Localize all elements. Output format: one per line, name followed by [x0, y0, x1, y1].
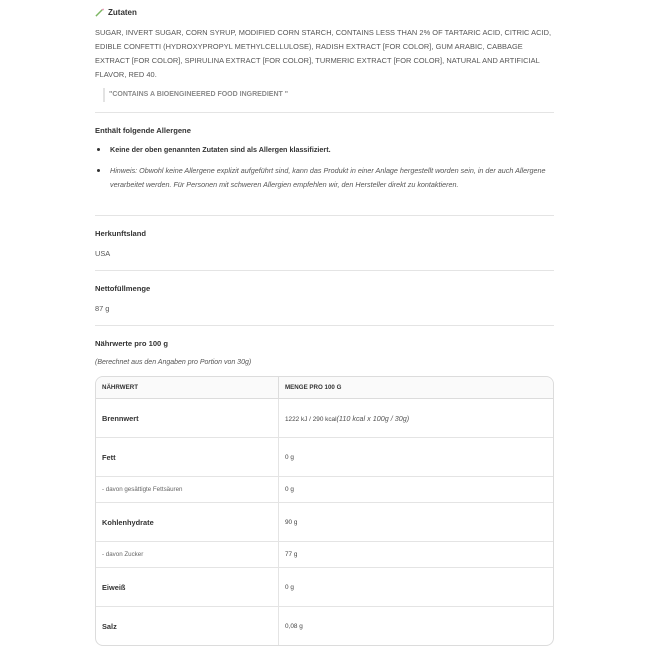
nutrient-label: - davon gesättigte Fettsäuren	[102, 486, 183, 493]
origin-value: USA	[95, 249, 111, 258]
leaf-icon	[95, 8, 104, 17]
ingredients-heading-text: Zutaten	[108, 8, 137, 17]
nutrient-label: Brennwert	[102, 413, 139, 423]
bioengineered-note: "CONTAINS A BIOENGINEERED FOOD INGREDIENT "	[103, 88, 288, 102]
table-row	[96, 477, 553, 503]
table-row	[96, 438, 553, 477]
nutrient-label: Fett	[102, 452, 116, 462]
divider	[95, 325, 554, 326]
net-weight-value: 87 g	[95, 304, 110, 313]
table-row	[96, 399, 553, 438]
nutrient-label: Salz	[102, 621, 117, 631]
origin-heading: Herkunftsland	[95, 229, 147, 238]
table-row	[96, 503, 553, 542]
nutrient-label: Kohlenhydrate	[102, 517, 154, 527]
nutrition-heading: Nährwerte pro 100 g	[95, 339, 169, 348]
nutrient-value: 90 g	[285, 518, 298, 526]
allergen-statement: Keine der oben genannten Zutaten sind als Allergen klassifiziert.	[110, 145, 331, 154]
column-header-amount: MENGE PRO 100 G	[279, 377, 553, 399]
table-row	[96, 568, 553, 607]
divider	[95, 112, 554, 113]
divider	[95, 215, 554, 216]
net-weight-heading: Nettofüllmenge	[95, 284, 151, 293]
nutrient-value: 0 g	[285, 583, 294, 591]
table-row	[96, 542, 553, 568]
allergens-heading: Enthält folgende Allergene	[95, 126, 191, 135]
nutrient-value: 0 g	[285, 453, 294, 461]
allergen-hint: Hinweis: Obwohl keine Allergene explizit aufgeführt sind, kann das Produkt in einer Anlage hergestellt worden sein, in der auch Allergene verarbeitet werden. Für Personen mit schweren Allergien empfehlen wir, den Hersteller direkt zu kontaktieren.	[110, 166, 546, 189]
nutrient-value: 0 g	[285, 486, 294, 493]
ingredients-text: SUGAR, INVERT SUGAR, CORN SYRUP, MODIFIED CORN STARCH, CONTAINS LESS THAN 2% OF TARTARIC ACID, CITRIC ACID, EDIBLE CONFETTI (HYDROXYPROPYL METHYLCELLULOSE), RADISH EXTRACT [FOR COLOR], GUM ARABIC, CABBAGE EXTRACT [FOR COLOR], SPIRULINA EXTRACT [FOR COLOR], TURMERIC EXTRACT [FOR COLOR], NATURAL AND ARTIFICIAL FLAVOR, RED 40.	[95, 28, 552, 79]
nutrient-label: - davon Zucker	[102, 551, 144, 558]
nutrient-label: Eiweiß	[102, 582, 126, 592]
energy-calculation: (110 kcal x 100g / 30g)	[336, 413, 410, 423]
nutrition-note: (Berechnet aus den Angaben pro Portion von 30g)	[95, 359, 252, 366]
ingredients-heading	[95, 8, 137, 17]
bullet-icon	[97, 169, 100, 172]
bullet-icon	[97, 148, 100, 151]
divider	[95, 270, 554, 271]
table-row	[96, 607, 553, 645]
nutrient-value: 77 g	[285, 551, 298, 558]
nutrient-value: 0,08 g	[285, 622, 303, 630]
column-header-nutrient: NÄHRWERT	[96, 377, 279, 399]
nutrient-value: 1222 kJ / 290 kcal	[285, 415, 337, 423]
table-header-row	[96, 377, 553, 399]
nutrition-table	[95, 376, 554, 646]
